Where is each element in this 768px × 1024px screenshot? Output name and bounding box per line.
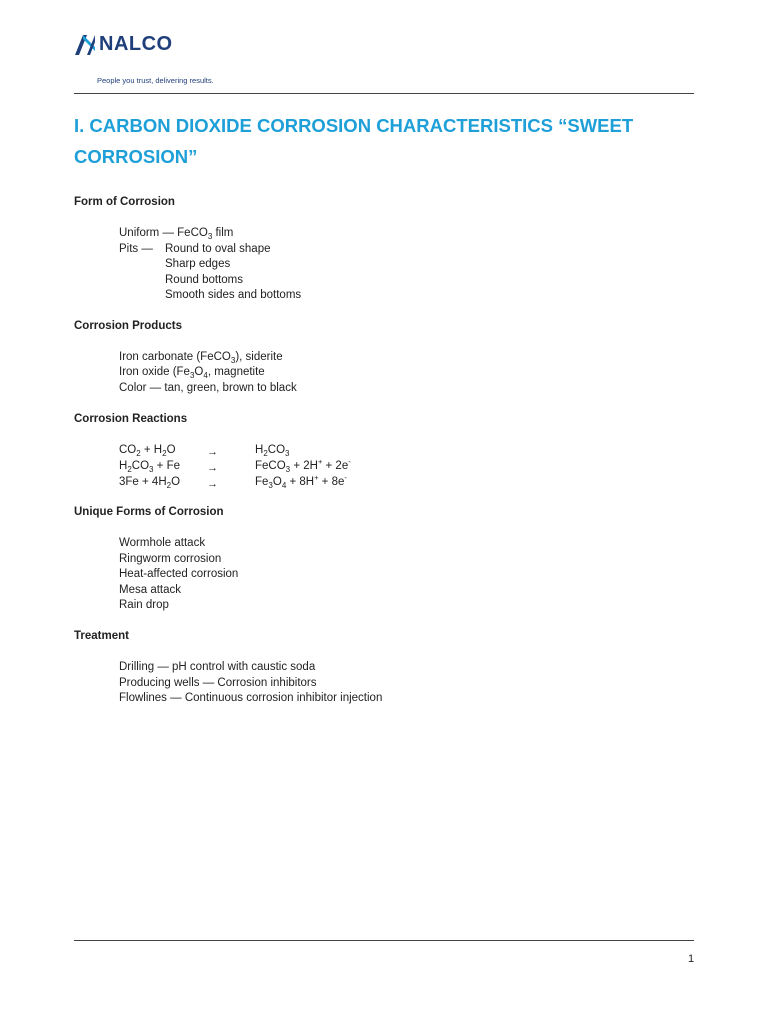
product-iron-carbonate: Iron carbonate (FeCO$_3$), siderite [119, 351, 283, 365]
product-iron-oxide: Iron oxide ($Fe_3O_4$, magnetite [119, 366, 265, 380]
form-uniform: Uniform — FeCO$_3$ film [119, 227, 234, 241]
footer-divider [74, 940, 694, 941]
reaction-3-right: $Fe_3O_4 + 8H^+ + 8e^-$ [255, 473, 347, 490]
reaction-2-right: FeCO$_3$ + 2H+ + 2e- [255, 457, 351, 474]
heading-corrosion-products: Corrosion Products [74, 320, 182, 332]
treatment-item: Flowlines — Continuous corrosion inhibitor injection [119, 692, 383, 704]
heading-form-of-corrosion: Form of Corrosion [74, 196, 175, 208]
unique-item: Rain drop [119, 599, 169, 611]
nalco-logo [74, 33, 173, 56]
reaction-arrow-icon: → [207, 446, 218, 458]
reaction-arrow-icon: → [207, 478, 218, 490]
treatment-item: Producing wells — Corrosion inhibitors [119, 677, 317, 689]
page-number: 1 [688, 953, 695, 965]
nalco-logo-icon [74, 34, 96, 56]
form-pit-item: Round to oval shape [165, 243, 271, 255]
treatment-item: Drilling — pH control with caustic soda [119, 661, 316, 673]
reaction-1-left: $CO_2 + H_2O$ [119, 444, 176, 458]
unique-item: Heat-affected corrosion [119, 568, 239, 580]
reaction-3-left: $3Fe + 4H_2O$ [119, 476, 181, 490]
tagline: People you trust, delivering results. [97, 76, 214, 85]
unique-item: Mesa attack [119, 584, 181, 596]
heading-corrosion-reactions: Corrosion Reactions [74, 413, 188, 425]
reaction-1-right: $H_2CO_3$ [255, 444, 290, 458]
product-color: Color — tan, green, brown to black [119, 382, 297, 394]
heading-treatment: Treatment [74, 630, 129, 642]
form-pit-item: Smooth sides and bottoms [165, 289, 302, 301]
heading-unique-forms: Unique Forms of Corrosion [74, 506, 224, 518]
form-pit-item: Round bottoms [165, 274, 243, 286]
logo-text: NALCO [99, 33, 173, 55]
form-pits-label: Pits — [119, 243, 153, 255]
reaction-2-left: $H_2CO_3 + Fe$ [119, 460, 180, 474]
reaction-arrow-icon: → [207, 462, 218, 474]
unique-item: Wormhole attack [119, 537, 206, 549]
form-pit-item: Sharp edges [165, 258, 231, 270]
header-divider [74, 93, 694, 94]
unique-item: Ringworm corrosion [119, 553, 222, 565]
page-title: I. CARBON DIOXIDE CORROSION CHARACTERISTICS “SWEET CORROSION” [74, 115, 634, 167]
